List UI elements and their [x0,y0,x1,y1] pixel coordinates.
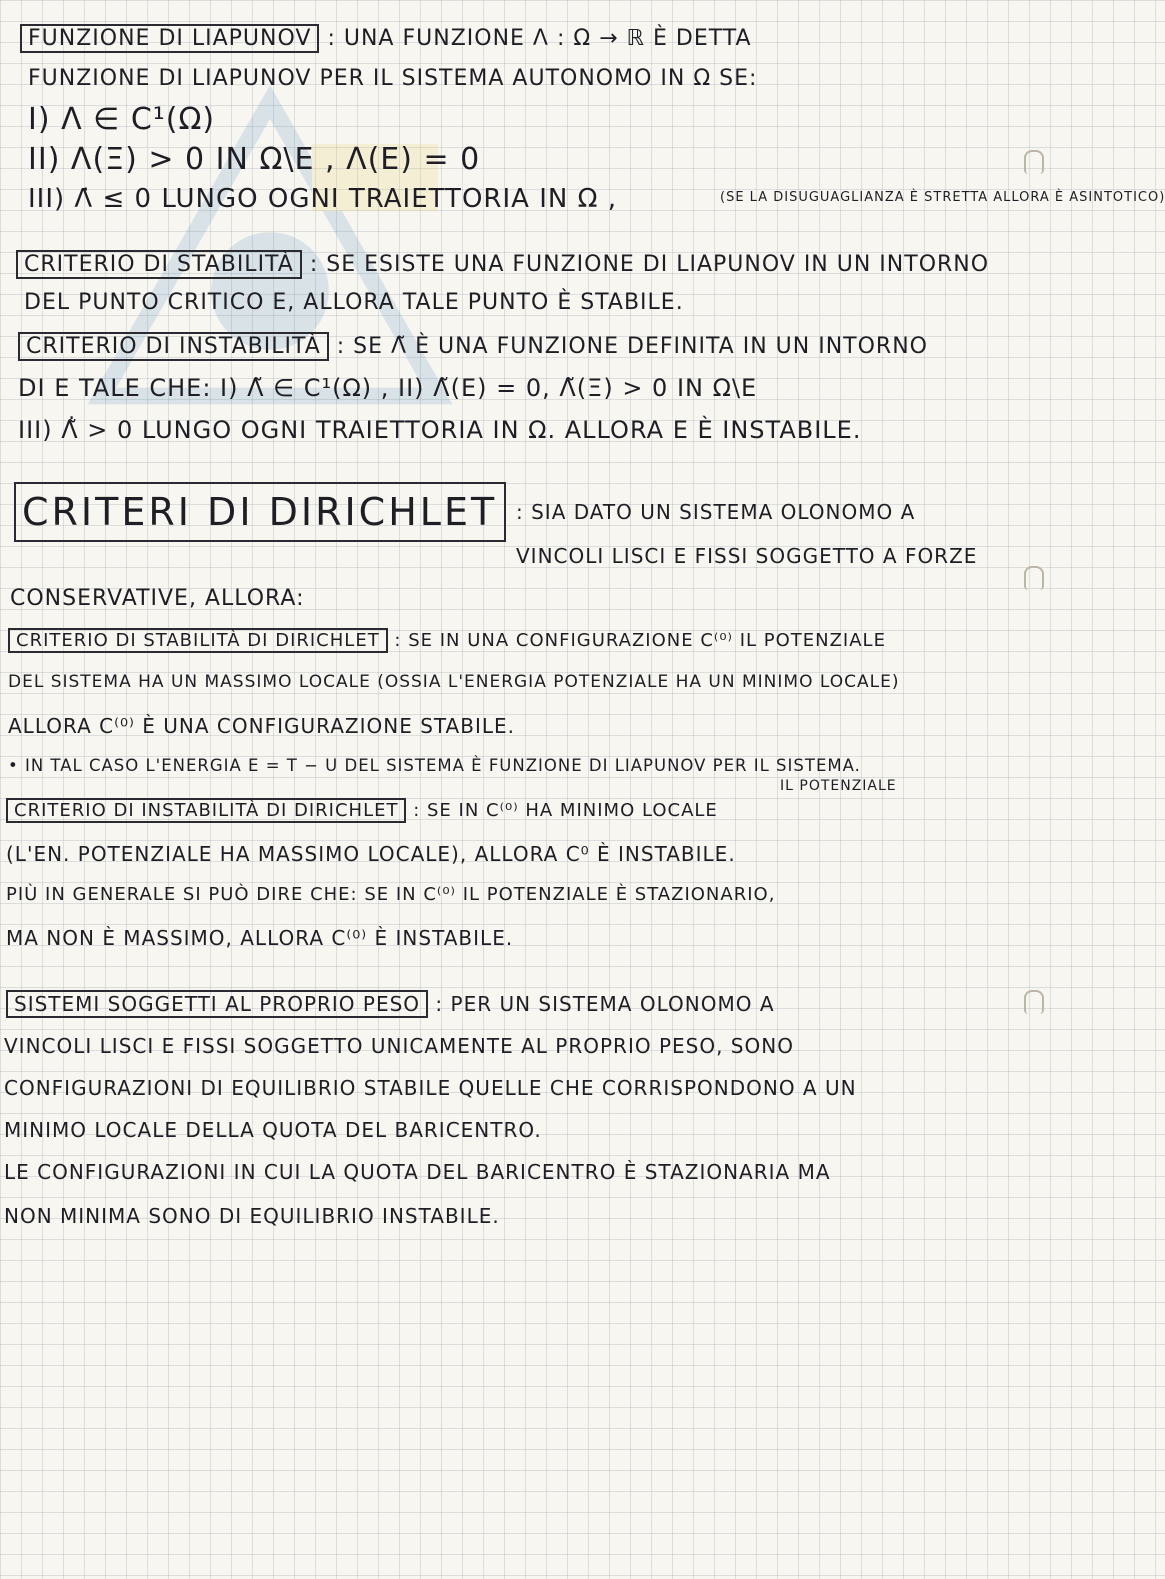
note-line: DEL SISTEMA HA UN MASSIMO LOCALE (OSSIA L'ENERGIA POTENZIALE HA UN MINIMO LOCALE) [8,672,900,692]
heading-criterio-stabilita: CRITERIO DI STABILITÀ [16,250,302,279]
note-line: SISTEMI SOGGETTI AL PROPRIO PESO : PER UN SISTEMA OLONOMO A [6,990,775,1018]
note-line: NON MINIMA SONO DI EQUILIBRIO INSTABILE. [4,1204,500,1228]
note-line: (L'EN. POTENZIALE HA MASSIMO LOCALE), ALLORA C⁰ È INSTABILE. [6,842,736,866]
note-line: DEL PUNTO CRITICO E, ALLORA TALE PUNTO È STABILE. [24,290,684,315]
note-line: I) Λ ∈ C¹(Ω) [28,102,216,137]
note-line: LE CONFIGURAZIONI IN CUI LA QUOTA DEL BARICENTRO È STAZIONARIA MA [4,1160,831,1184]
heading-criterio-instabilita: CRITERIO DI INSTABILITÀ [18,332,329,361]
note-line: (SE LA DISUGUAGLIANZA È STRETTA ALLORA È ASINTOTICO) [720,190,1165,205]
note-line: CRITERIO DI STABILITÀ DI DIRICHLET : SE IN UNA CONFIGURAZIONE C⁽⁰⁾ IL POTENZIALE [8,628,886,653]
heading-liapunov: FUNZIONE DI LIAPUNOV [20,24,319,53]
note-line: CRITERIO DI STABILITÀ : SE ESISTE UNA FUNZIONE DI LIAPUNOV IN UN INTORNO [16,250,989,279]
note-line: CONFIGURAZIONI DI EQUILIBRIO STABILE QUELLE CHE CORRISPONDONO A UN [4,1076,857,1100]
note-line: : SIA DATO UN SISTEMA OLONOMO A [516,500,916,524]
heading-criteri-dirichlet: CRITERI DI DIRICHLET [14,482,506,542]
note-line: III) Λ̃̇ > 0 LUNGO OGNI TRAIETTORIA IN Ω. ALLORA E È INSTABILE. [18,416,862,444]
note-line: PIÙ IN GENERALE SI PUÒ DIRE CHE: SE IN C⁽⁰⁾ IL POTENZIALE È STAZIONARIO, [6,884,776,905]
note-line: CONSERVATIVE, ALLORA: [10,586,305,611]
note-line: II) Λ(Ξ) > 0 IN Ω\E , Λ(E) = 0 [28,142,481,177]
punch-hole-icon [1024,150,1044,174]
note-line: MA NON È MASSIMO, ALLORA C⁽⁰⁾ È INSTABILE. [6,926,514,950]
punch-hole-icon [1024,990,1044,1014]
note-line: III) Λ̇ ≤ 0 LUNGO OGNI TRAIETTORIA IN Ω , [28,184,617,214]
punch-hole-icon [1024,566,1044,590]
heading-instabilita-dirichlet: CRITERIO DI INSTABILITÀ DI DIRICHLET [6,798,406,823]
heading-stabilita-dirichlet: CRITERIO DI STABILITÀ DI DIRICHLET [8,628,388,653]
heading-sistemi-peso: SISTEMI SOGGETTI AL PROPRIO PESO [6,990,428,1018]
note-line: DI E TALE CHE: I) Λ̃ ∈ C¹(Ω) , II) Λ̃(E) = 0, Λ̃(Ξ) > 0 IN Ω\E [18,374,758,402]
note-line: VINCOLI LISCI E FISSI SOGGETTO UNICAMENTE AL PROPRIO PESO, SONO [4,1034,794,1058]
note-line: CRITERIO DI INSTABILITÀ DI DIRICHLET : SE IN C⁽⁰⁾ HA MINIMO LOCALE [6,798,718,823]
note-line: FUNZIONE DI LIAPUNOV : UNA FUNZIONE Λ : Ω → ℝ È DETTA [20,24,752,53]
note-line: CRITERIO DI INSTABILITÀ : SE Λ̃ È UNA FUNZIONE DEFINITA IN UN INTORNO [18,332,928,361]
note-line: FUNZIONE DI LIAPUNOV PER IL SISTEMA AUTONOMO IN Ω SE: [28,66,758,91]
note-line: IL POTENZIALE [780,778,897,794]
note-line: VINCOLI LISCI E FISSI SOGGETTO A FORZE [516,544,978,568]
note-line: ALLORA C⁽⁰⁾ È UNA CONFIGURAZIONE STABILE. [8,714,515,738]
note-line: MINIMO LOCALE DELLA QUOTA DEL BARICENTRO. [4,1118,542,1142]
note-line: • IN TAL CASO L'ENERGIA E = T − U DEL SISTEMA È FUNZIONE DI LIAPUNOV PER IL SISTEMA. [8,756,861,775]
